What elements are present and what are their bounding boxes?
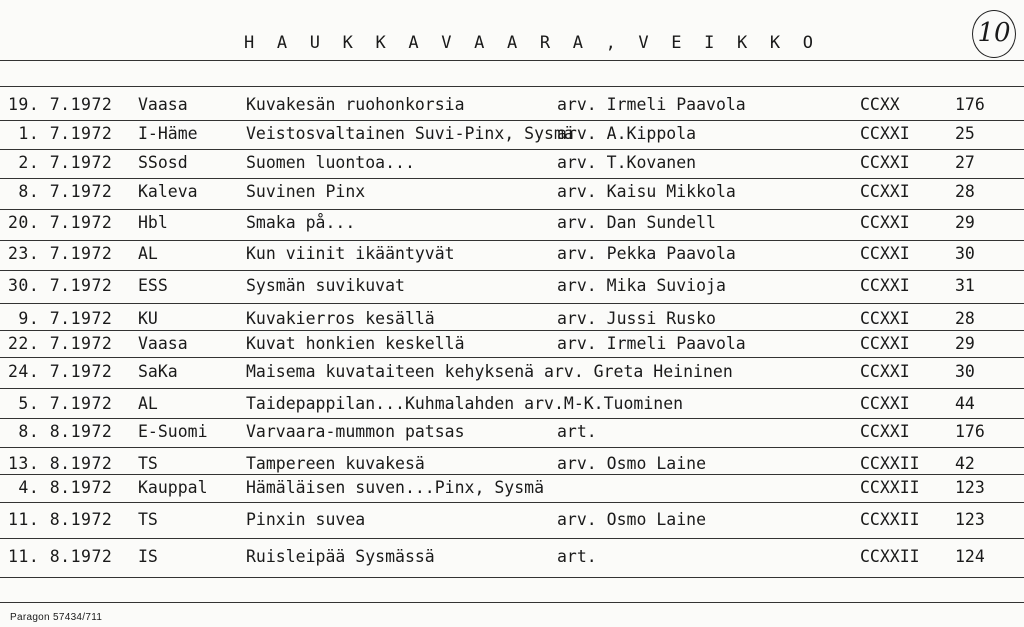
entry-artist: arv. Mika Suvioja: [557, 276, 726, 295]
entry-paper: E-Suomi: [138, 422, 208, 441]
row-separator: [0, 447, 1024, 448]
table-row: [0, 478, 1024, 504]
entry-volume: CCXXII: [860, 478, 920, 497]
entry-artist: arv. Irmeli Paavola: [557, 334, 746, 353]
entry-date: 13. 8.1972: [8, 454, 113, 473]
entry-date: 8. 7.1972: [8, 182, 113, 201]
entry-volume: CCXX: [860, 95, 900, 114]
entry-paper: AL: [138, 244, 158, 263]
entry-date: 1. 7.1972: [8, 124, 113, 143]
row-separator: [0, 270, 1024, 271]
entry-title: Sysmän suvikuvat: [246, 276, 405, 295]
entry-title: Kuvat honkien keskellä: [246, 334, 465, 353]
entry-date: 8. 8.1972: [8, 422, 113, 441]
entry-volume: CCXXI: [860, 362, 910, 381]
entry-title: Hämäläisen suven...Pinx, Sysmä: [246, 478, 545, 497]
entry-date: 24. 7.1972: [8, 362, 113, 381]
entry-volume: CCXXI: [860, 334, 910, 353]
entry-page: 25: [955, 124, 975, 143]
entry-paper: TS: [138, 510, 158, 529]
entry-paper: SaKa: [138, 362, 178, 381]
card-title: H A U K K A V A A R A , V E I K K O: [244, 33, 820, 53]
entry-title: Kuvakierros kesällä: [246, 309, 435, 328]
entry-paper: ESS: [138, 276, 168, 295]
divider-line: [0, 602, 1024, 603]
entry-page: 30: [955, 362, 975, 381]
row-separator: [0, 538, 1024, 539]
entry-paper: Kauppal: [138, 478, 208, 497]
table-row: [0, 95, 1024, 121]
entry-page: 124: [955, 547, 985, 566]
entry-date: 30. 7.1972: [8, 276, 113, 295]
entry-title: Smaka på...: [246, 213, 356, 232]
row-separator: [0, 330, 1024, 331]
entry-page: 176: [955, 95, 985, 114]
row-separator: [0, 240, 1024, 241]
row-separator: [0, 418, 1024, 419]
entry-date: 9. 7.1972: [8, 309, 113, 328]
entry-paper: TS: [138, 454, 158, 473]
entry-artist: arv. Pekka Paavola: [557, 244, 736, 263]
entry-volume: CCXXI: [860, 394, 910, 413]
entry-volume: CCXXI: [860, 153, 910, 172]
row-separator: [0, 209, 1024, 210]
entry-volume: CCXXII: [860, 510, 920, 529]
table-row: [0, 244, 1024, 270]
entry-date: 4. 8.1972: [8, 478, 113, 497]
row-separator: [0, 303, 1024, 304]
divider-line: [0, 60, 1024, 61]
entry-volume: CCXXI: [860, 309, 910, 328]
row-separator: [0, 357, 1024, 358]
entry-volume: CCXXI: [860, 276, 910, 295]
entry-date: 5. 7.1972: [8, 394, 113, 413]
entry-artist: arv. Kaisu Mikkola: [557, 182, 736, 201]
divider-line: [0, 86, 1024, 87]
table-row: [0, 510, 1024, 536]
entry-page: 31: [955, 276, 975, 295]
entry-page: 28: [955, 182, 975, 201]
entry-title: Ruisleipää Sysmässä: [246, 547, 435, 566]
table-row: [0, 362, 1024, 388]
entry-page: 42: [955, 454, 975, 473]
table-row: [0, 213, 1024, 239]
entry-date: 2. 7.1972: [8, 153, 113, 172]
entry-artist: arv. Osmo Laine: [557, 510, 707, 529]
row-separator: [0, 388, 1024, 389]
entry-title: Tampereen kuvakesä: [246, 454, 425, 473]
entry-artist: arv. A.Kippola: [557, 124, 697, 143]
entry-page: 44: [955, 394, 975, 413]
entry-artist: arv. Irmeli Paavola: [557, 95, 746, 114]
row-separator: [0, 178, 1024, 179]
entry-volume: CCXXI: [860, 244, 910, 263]
entry-volume: CCXXI: [860, 422, 910, 441]
entry-date: 11. 8.1972: [8, 510, 113, 529]
entry-artist: arv. Osmo Laine: [557, 454, 707, 473]
row-separator: [0, 502, 1024, 503]
entry-volume: CCXXI: [860, 213, 910, 232]
entry-title: Suvinen Pinx: [246, 182, 366, 201]
card-footer: Paragon 57434/711: [10, 612, 103, 623]
entry-volume: CCXXII: [860, 454, 920, 473]
entry-page: 27: [955, 153, 975, 172]
row-separator: [0, 474, 1024, 475]
table-row: [0, 309, 1024, 335]
entry-paper: Kaleva: [138, 182, 198, 201]
entry-title: Varvaara-mummon patsas: [246, 422, 465, 441]
entry-volume: CCXXII: [860, 547, 920, 566]
entry-page: 176: [955, 422, 985, 441]
row-separator: [0, 149, 1024, 150]
entry-title: Veistosvaltainen Suvi-Pinx, Sysmä: [246, 124, 574, 143]
table-row: [0, 394, 1024, 420]
entry-date: 19. 7.1972: [8, 95, 113, 114]
table-row: [0, 276, 1024, 302]
handwritten-page-number: 10: [972, 10, 1016, 58]
table-row: [0, 182, 1024, 208]
table-row: [0, 124, 1024, 150]
entry-artist: arv. Dan Sundell: [557, 213, 716, 232]
divider-line: [0, 577, 1024, 578]
entry-paper: Hbl: [138, 213, 168, 232]
entry-date: 23. 7.1972: [8, 244, 113, 263]
table-row: [0, 153, 1024, 179]
entry-title: Suomen luontoa...: [246, 153, 415, 172]
entry-page: 123: [955, 510, 985, 529]
entry-artist: arv. Jussi Rusko: [557, 309, 716, 328]
entry-paper: AL: [138, 394, 158, 413]
entry-title: Taidepappilan...Kuhmalahden arv.M-K.Tuominen: [246, 394, 684, 413]
entry-title: Kun viinit ikääntyvät: [246, 244, 455, 263]
table-row: [0, 422, 1024, 448]
entry-page: 29: [955, 334, 975, 353]
entry-paper: IS: [138, 547, 158, 566]
entry-date: 11. 8.1972: [8, 547, 113, 566]
entry-page: 30: [955, 244, 975, 263]
entry-title: Pinxin suvea: [246, 510, 366, 529]
entry-title: Maisema kuvataiteen kehyksenä arv. Greta Heininen: [246, 362, 733, 381]
entry-paper: SSosd: [138, 153, 188, 172]
entry-title: Kuvakesän ruohonkorsia: [246, 95, 465, 114]
entry-page: 29: [955, 213, 975, 232]
entry-date: 22. 7.1972: [8, 334, 113, 353]
entry-paper: Vaasa: [138, 334, 188, 353]
entry-page: 28: [955, 309, 975, 328]
entry-page: 123: [955, 478, 985, 497]
entry-artist: art.: [557, 422, 597, 441]
entry-volume: CCXXI: [860, 124, 910, 143]
entry-artist: art.: [557, 547, 597, 566]
entry-date: 20. 7.1972: [8, 213, 113, 232]
table-row: [0, 454, 1024, 480]
table-row: [0, 547, 1024, 573]
entry-volume: CCXXI: [860, 182, 910, 201]
entry-paper: I-Häme: [138, 124, 198, 143]
entry-artist: arv. T.Kovanen: [557, 153, 697, 172]
entry-paper: KU: [138, 309, 158, 328]
row-separator: [0, 120, 1024, 121]
entry-paper: Vaasa: [138, 95, 188, 114]
